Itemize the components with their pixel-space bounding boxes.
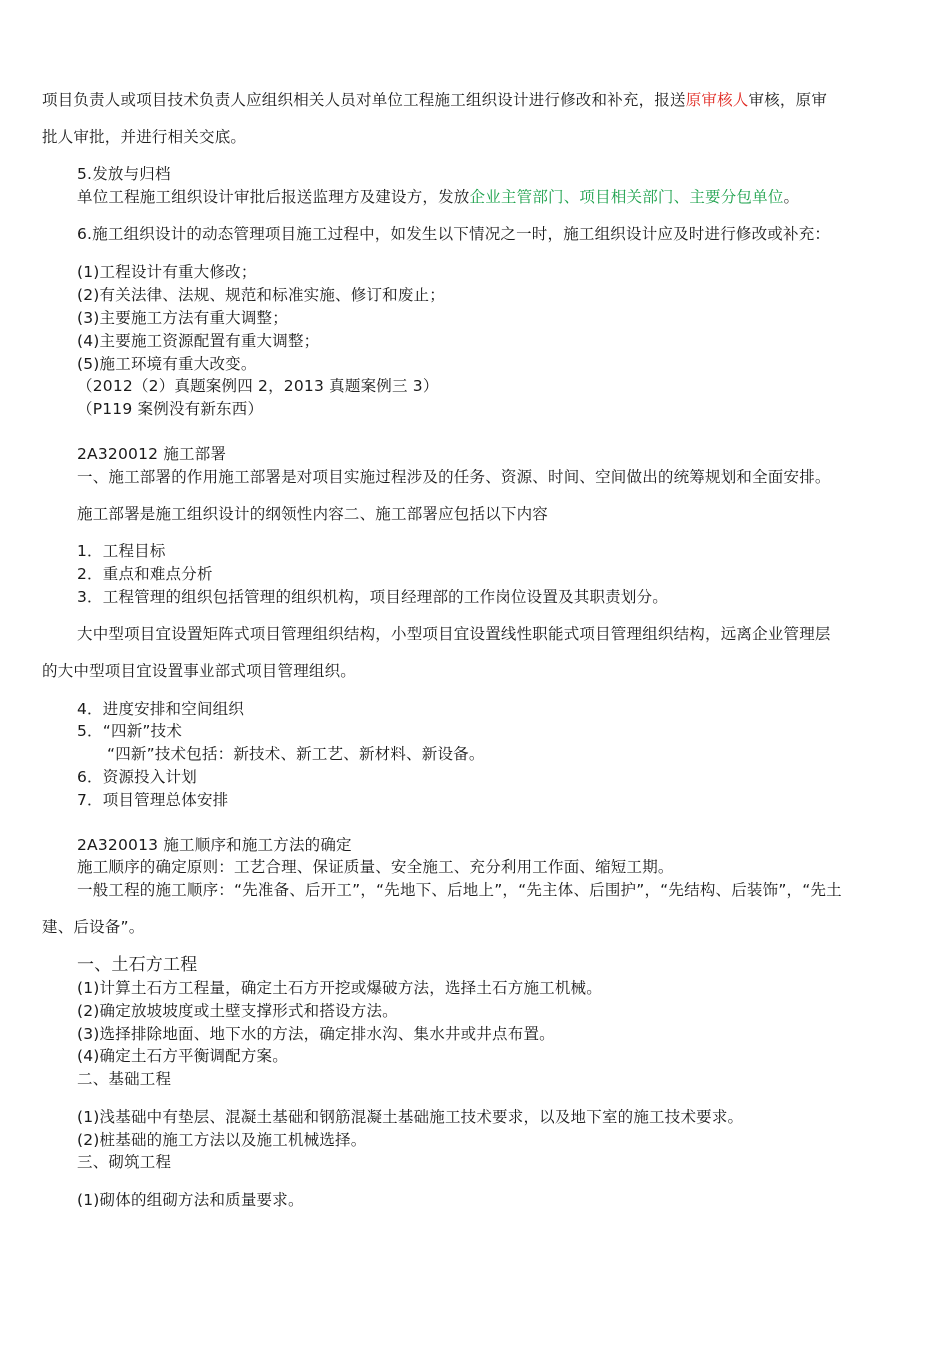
list-item: (2)有关法律、法规、规范和标准实施、修订和废止；	[77, 286, 445, 304]
list-item: 6．资源投入计划	[77, 768, 197, 786]
section-heading: 5.发放与归档	[77, 165, 171, 183]
text-run: 。	[783, 188, 800, 206]
list-item: (2)桩基础的施工方法以及施工机械选择。	[77, 1131, 367, 1149]
paragraph-line: 一般工程的施工顺序：“先准备、后开工”，“先地下、后地上”，“先主体、后围护”，“先结构、后装饰”，“先土	[77, 881, 842, 899]
paragraph-line: 的大中型项目宜设置事业部式项目管理组织。	[42, 662, 357, 680]
subsection-heading: 一、土石方工程	[77, 955, 198, 975]
note: （P119 案例没有新东西）	[77, 400, 264, 418]
paragraph-line: 施工顺序的确定原则：工艺合理、保证质量、安全施工、充分利用工作面、缩短工期。	[77, 858, 674, 876]
list-item: 7．项目管理总体安排	[77, 791, 229, 809]
list-item: (4)确定土石方平衡调配方案。	[77, 1047, 288, 1065]
list-item: (1)砌体的组砌方法和质量要求。	[77, 1191, 304, 1209]
highlight-red: 原审核人	[685, 91, 749, 109]
paragraph-line: 施工部署是施工组织设计的纲领性内容二、施工部署应包括以下内容	[77, 505, 549, 523]
paragraph-line	[42, 89, 827, 111]
section-title: 2A320012 施工部署	[77, 445, 227, 463]
paragraph-line	[77, 186, 799, 208]
paragraph-line: 一、施工部署的作用施工部署是对项目实施过程涉及的任务、资源、时间、空间做出的统筹规划和全面安排。	[77, 468, 831, 486]
list-subitem: “四新”技术包括：新技术、新工艺、新材料、新设备。	[107, 745, 485, 763]
list-item: 1．工程目标	[77, 542, 166, 560]
list-item: (4)主要施工资源配置有重大调整；	[77, 332, 320, 350]
highlight-green: 企业主管部门、项目相关部门、主要分包单位	[469, 188, 784, 206]
list-item: 5．“四新”技术	[77, 722, 183, 740]
list-item: (1)工程设计有重大修改；	[77, 263, 257, 281]
text-run: 项目负责人或项目技术负责人应组织相关人员对单位工程施工组织设计进行修改和补充，报送	[42, 91, 686, 109]
list-item: (3)主要施工方法有重大调整；	[77, 309, 288, 327]
subsection-heading: 二、基础工程	[77, 1070, 172, 1088]
paragraph-line: 6.施工组织设计的动态管理项目施工过程中，如发生以下情况之一时，施工组织设计应及时进行修改或补充：	[77, 225, 831, 243]
section-title: 2A320013 施工顺序和施工方法的确定	[77, 836, 352, 854]
list-item: 3．工程管理的组织包括管理的组织机构，项目经理部的工作岗位设置及其职责划分。	[77, 588, 668, 606]
paragraph-line: 建、后设备”。	[42, 918, 145, 936]
text-run: 单位工程施工组织设计审批后报送监理方及建设方，发放	[77, 188, 470, 206]
list-item: 4．进度安排和空间组织	[77, 700, 245, 718]
paragraph-line: 大中型项目宜设置矩阵式项目管理组织结构，小型项目宜设置线性职能式项目管理组织结构，远离企业管理层	[77, 625, 831, 643]
list-item: (2)确定放坡坡度或土壁支撑形式和搭设方法。	[77, 1002, 398, 1020]
text-run: 审核，原审	[748, 91, 828, 109]
list-item: (1)浅基础中有垫层、混凝土基础和钢筋混凝土基础施工技术要求，以及地下室的施工技术要求。	[77, 1108, 744, 1126]
subsection-heading: 三、砌筑工程	[77, 1153, 172, 1171]
note: （2012（2）真题案例四 2，2013 真题案例三 3）	[77, 377, 439, 395]
paragraph-line: 批人审批，并进行相关交底。	[42, 128, 247, 146]
list-item: (1)计算土石方工程量，确定土石方开挖或爆破方法，选择土石方施工机械。	[77, 979, 602, 997]
list-item: 2．重点和难点分析	[77, 565, 213, 583]
list-item: (3)选择排除地面、地下水的方法，确定排水沟、集水井或井点布置。	[77, 1025, 555, 1043]
list-item: (5)施工环境有重大改变。	[77, 355, 257, 373]
